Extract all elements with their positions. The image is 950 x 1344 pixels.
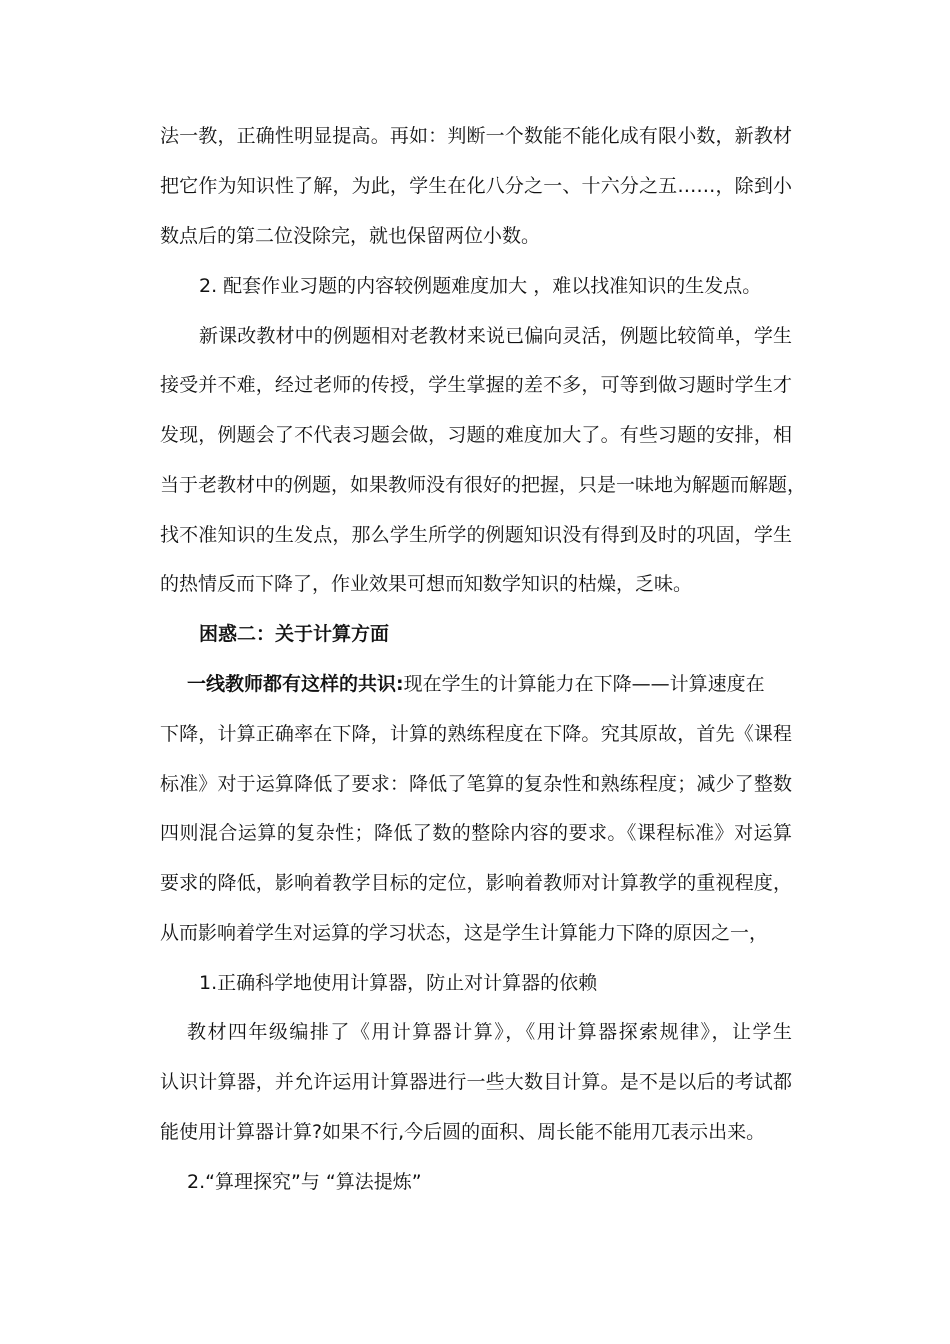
text-line-2: 把它作为知识性了解，为此，学生在化八分之一、十六分之五……，除到小 (160, 175, 792, 197)
subheading-algorithm: 2.“算理探究”与 “算法提炼” (187, 1171, 422, 1193)
text-line-8: 当于老教材中的例题，如果教师没有很好的把握，只是一味地为解题而解题， (160, 474, 807, 496)
text-line-5: 新课改教材中的例题相对老教材来说已偏向灵活，例题比较简单，学生 (199, 325, 792, 347)
text-line-22: 能使用计算器计算?如果不行,今后圆的面积、周长能不能用兀表示出来。 (160, 1121, 766, 1143)
subheading-calculator: 1.正确科学地使用计算器，防止对计算器的依赖 (199, 972, 598, 994)
text-line-16: 四则混合运算的复杂性；降低了数的整除内容的要求。《课程标准》对运算 (160, 822, 792, 844)
consensus-text: 现在学生的计算能力在下降——计算速度在 (403, 673, 765, 695)
consensus-line (187, 670, 792, 698)
section-heading-confusion-two: 困惑二：关于计算方面 (199, 623, 390, 645)
text-line-7: 发现，例题会了不代表习题会做，习题的难度加大了。有些习题的安排，相 (160, 424, 792, 446)
text-line-15: 标准》对于运算降低了要求：降低了笔算的复杂性和熟练程度；减少了整数 (160, 773, 792, 795)
text-line-18: 从而影响着学生对运算的学习状态，这是学生计算能力下降的原因之一， (160, 922, 769, 944)
text-line-6: 接受并不难，经过老师的传授，学生掌握的差不多，可等到做习题时学生才 (160, 374, 792, 396)
text-line-10: 的热情反而下降了，作业效果可想而知数学知识的枯燥，乏味。 (160, 573, 693, 595)
text-line-1: 法一教，正确性明显提高。再如：判断一个数能不能化成有限小数，新教材 (160, 125, 792, 147)
text-line-21: 认识计算器，并允许运用计算器进行一些大数目计算。是不是以后的考试都 (160, 1071, 792, 1093)
consensus-label: 一线教师都有这样的共识: (187, 673, 404, 695)
subheading-homework-difficulty: 2. 配套作业习题的内容较例题难度加大 ，难以找准知识的生发点。 (199, 275, 762, 297)
text-line-3: 数点后的第二位没除完，就也保留两位小数。 (160, 225, 541, 247)
text-line-9: 找不准知识的生发点，那么学生所学的例题知识没有得到及时的巩固，学生 (160, 524, 792, 546)
text-line-17: 要求的降低，影响着教学目标的定位，影响着教师对计算教学的重视程度， (160, 872, 792, 894)
text-line-14: 下降，计算正确率在下降，计算的熟练程度在下降。究其原故，首先《课程 (160, 723, 792, 745)
text-line-20: 教材四年级编排了《用计算器计算》，《用计算器探索规律》，让学生 (187, 1021, 792, 1043)
